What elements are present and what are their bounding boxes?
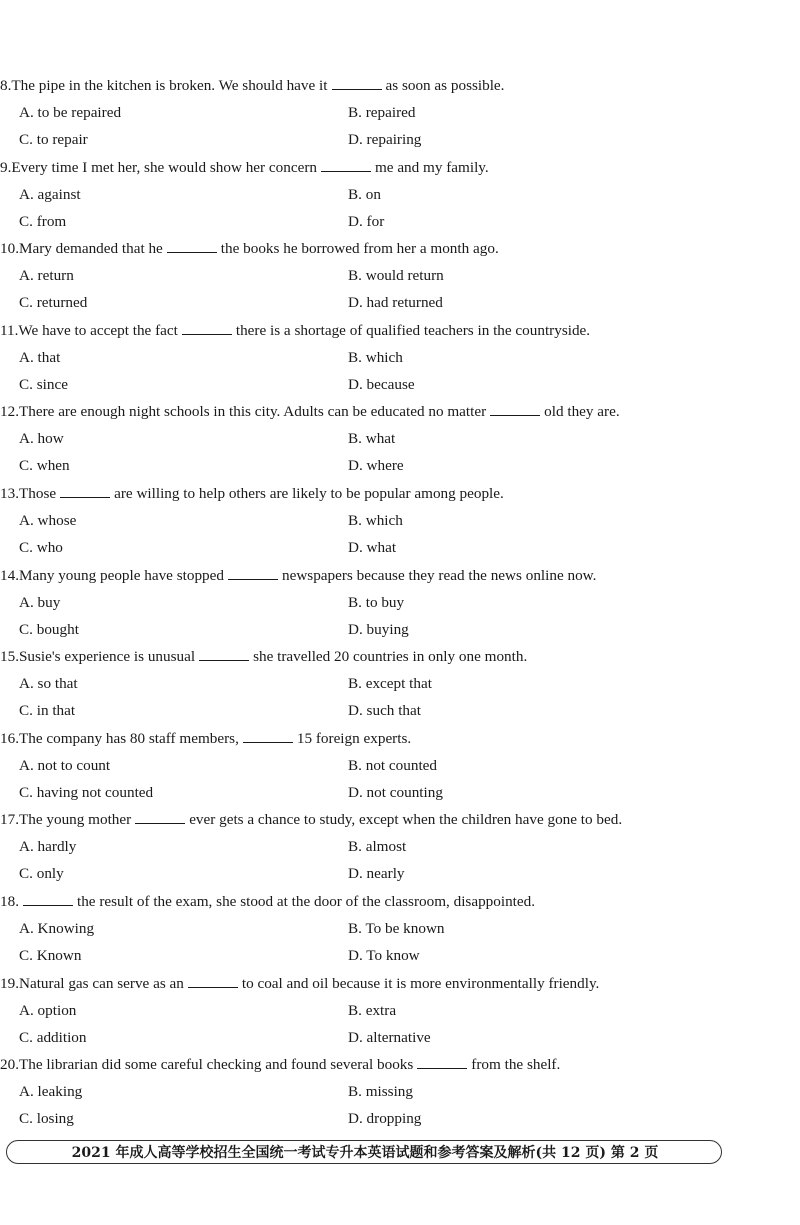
answer-blank <box>135 811 185 824</box>
question-stem: 14.Many young people have stopped newspapers because they read the news online now. <box>0 566 597 584</box>
question-18 <box>0 888 800 970</box>
option-d: D. because <box>348 375 415 393</box>
question-stem: 15.Susie's experience is unusual she travelled 20 countries in only one month. <box>0 648 528 666</box>
option-a: A. option <box>19 1001 77 1019</box>
question-stem: 9.Every time I met her, she would show her concern me and my family. <box>0 158 489 176</box>
option-d: D. nearly <box>348 865 405 883</box>
question-stem: 10.Mary demanded that he the books he borrowed from her a month ago. <box>0 240 499 258</box>
option-a: A. hardly <box>19 838 77 856</box>
option-d: D. where <box>348 457 404 475</box>
answer-blank <box>60 485 110 498</box>
option-d: D. dropping <box>348 1110 422 1128</box>
option-b: B. which <box>348 348 403 366</box>
option-a: A. to be repaired <box>19 104 122 121</box>
option-a: A. return <box>19 267 74 285</box>
question-17 <box>0 806 800 888</box>
option-b: B. except that <box>348 675 432 693</box>
footer-text: 2021 年成人高等学校招生全国统一考试专升本英语试题和参考答案及解析(共 12 页) 第 2 页 <box>71 1145 659 1161</box>
option-c: C. returned <box>19 294 88 312</box>
answer-blank <box>23 893 73 906</box>
question-11 <box>0 317 800 399</box>
answer-blank <box>228 567 278 580</box>
question-9 <box>0 154 800 236</box>
answer-blank <box>188 975 238 988</box>
option-a: A. whose <box>19 511 77 529</box>
question-8 <box>0 72 800 154</box>
answer-blank <box>417 1056 467 1069</box>
option-b: B. on <box>348 185 381 203</box>
option-d: D. To know <box>348 946 420 964</box>
option-b: B. which <box>348 511 403 529</box>
question-list <box>0 72 800 1133</box>
question-10 <box>0 235 800 317</box>
option-a: A. that <box>19 348 61 366</box>
question-stem: 18. the result of the exam, she stood at the door of the classroom, disappointed. <box>0 892 536 910</box>
question-15 <box>0 643 800 725</box>
question-stem: 20.The librarian did some careful checking and found several books from the shelf. <box>0 1056 561 1074</box>
option-c: C. since <box>19 375 68 393</box>
option-b: B. extra <box>348 1001 397 1019</box>
option-d: D. such that <box>348 702 421 720</box>
question-stem: 13.Those are willing to help others are likely to be popular among people. <box>0 484 504 502</box>
option-b: B. what <box>348 430 396 448</box>
option-d: D. buying <box>348 620 409 638</box>
option-a: A. against <box>19 185 81 203</box>
answer-blank <box>321 159 371 172</box>
option-c: C. Known <box>19 946 82 964</box>
answer-blank <box>490 403 540 416</box>
option-c: C. when <box>19 457 70 475</box>
answer-blank <box>243 730 293 743</box>
option-b: B. almost <box>348 838 407 856</box>
option-c: C. in that <box>19 702 76 720</box>
answer-blank <box>199 648 249 661</box>
question-16 <box>0 725 800 807</box>
option-d: D. alternative <box>348 1028 431 1046</box>
option-b: B. not counted <box>348 756 438 774</box>
option-d: D. for <box>348 212 385 230</box>
option-c: C. to repair <box>19 131 88 148</box>
question-12 <box>0 398 800 480</box>
option-c: C. bought <box>19 620 79 638</box>
option-d: D. repairing <box>348 131 422 148</box>
option-a: A. not to count <box>19 756 111 774</box>
option-c: C. from <box>19 212 67 230</box>
question-stem: 17.The young mother ever gets a chance to study, except when the children have gone to bed. <box>0 811 623 829</box>
option-c: C. having not counted <box>19 783 154 801</box>
option-a: A. buy <box>19 593 61 611</box>
option-c: C. addition <box>19 1028 87 1046</box>
question-20 <box>0 1051 800 1133</box>
option-a: A. leaking <box>19 1083 83 1101</box>
question-stem: 12.There are enough night schools in this city. Adults can be educated no matter old they are. <box>0 403 620 421</box>
question-13 <box>0 480 800 562</box>
question-stem: 19.Natural gas can serve as an to coal and oil because it is more environmentally friendly. <box>0 974 600 992</box>
question-19 <box>0 970 800 1052</box>
option-b: B. would return <box>348 267 444 285</box>
option-d: D. had returned <box>348 294 443 312</box>
option-a: A. Knowing <box>19 919 95 937</box>
answer-blank <box>167 240 217 253</box>
answer-blank <box>332 77 382 90</box>
option-a: A. so that <box>19 675 78 693</box>
option-a: A. how <box>19 430 64 448</box>
page-footer <box>6 1140 722 1164</box>
question-stem: 8.The pipe in the kitchen is broken. We should have it as soon as possible. <box>0 77 505 94</box>
option-b: B. missing <box>348 1083 413 1101</box>
option-b: B. To be known <box>348 919 445 937</box>
question-14 <box>0 562 800 644</box>
option-c: C. losing <box>19 1110 74 1128</box>
question-stem: 11.We have to accept the fact there is a shortage of qualified teachers in the countryside. <box>0 321 591 339</box>
option-c: C. who <box>19 538 63 556</box>
question-stem: 16.The company has 80 staff members, 15 foreign experts. <box>0 729 412 747</box>
option-b: B. repaired <box>348 104 416 121</box>
option-b: B. to buy <box>348 593 405 611</box>
option-d: D. not counting <box>348 783 443 801</box>
option-c: C. only <box>19 865 64 883</box>
option-d: D. what <box>348 538 397 556</box>
answer-blank <box>182 322 232 335</box>
